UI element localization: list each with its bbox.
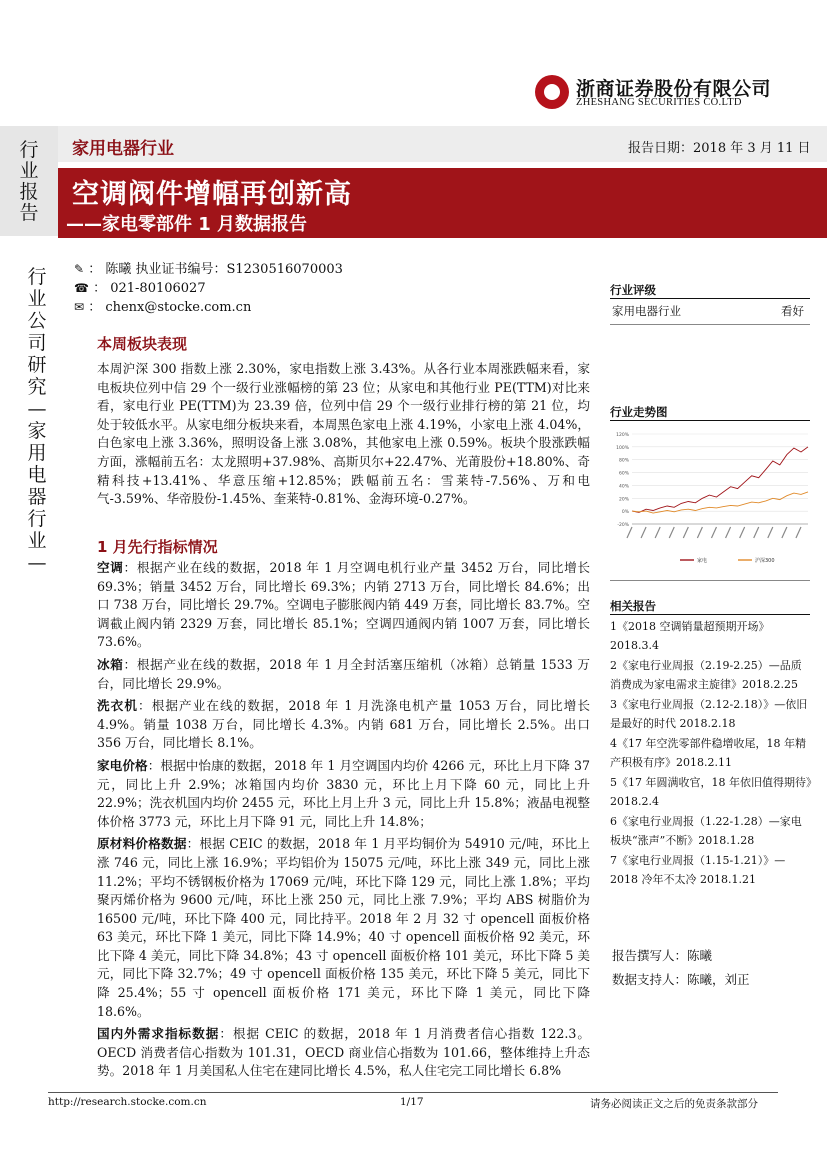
related-item[interactable]: 2《家电行业周报（2.19-2.25）—品质消费成为家电需求主旋律》2018.2.25 — [610, 659, 802, 691]
chart-y-tick-label: 100% — [616, 445, 629, 451]
email-line — [74, 296, 251, 315]
chart-y-tick-label: -20% — [617, 523, 629, 528]
phone-icon: ☎ — [74, 281, 89, 295]
chart-x-tick-label — [655, 527, 660, 538]
vertical-char: 研 — [27, 354, 47, 376]
raw-material-label: 原材料价格数据 — [97, 836, 187, 852]
rating-rule — [610, 298, 810, 299]
vertical-char: 行 — [27, 508, 47, 530]
footer-rule — [48, 1092, 778, 1093]
page-number: 1/17 — [400, 1096, 424, 1108]
chart-y-tick-label: 60% — [618, 471, 629, 477]
company-name-cn: 浙商证券股份有限公司 — [576, 78, 772, 100]
related-item[interactable]: 4《17 年空洗零部件稳增收尾，18 年精产积极有序》2018.2.11 — [610, 737, 806, 769]
report-type-char: 告 — [19, 202, 39, 224]
vertical-char: 用 — [27, 442, 47, 464]
vertical-char: 电 — [27, 464, 47, 486]
report-type-char: 业 — [19, 160, 39, 182]
email-icon: ✉ — [74, 300, 85, 314]
demand-label: 国内外需求指标数据 — [97, 1026, 220, 1042]
leading-section-title: 1 月先行指标情况 — [97, 538, 218, 556]
trend-bottom-rule — [610, 580, 810, 581]
chart-legend-label: 沪深300 — [755, 558, 775, 564]
fridge-label: 冰箱 — [97, 656, 124, 672]
raw-material-text: ：根据 CEIC 的数据，2018 年 1 月平均铜价为 54910 元/吨，环比上涨 746 元，同比上涨 16.9%；平均铝价为 15075 元/吨，环比上涨 349 元，同比上涨 11.2%；平均不锈钢板价格为 17069 元/吨，环比下降 129 元，同比上涨 1.8%；平均聚丙烯价格为 9600 元/吨，环比上涨 250 元，同比上涨 7.9%；平均 ABS 树脂价为 16500 元/吨，环比下降 400 元，同比持平。2018 年 2 月 32 寸 opencell 面板价格 63 美元，环比下降 1 美元，同比下降 14.9%；40 寸 opencell 面板价格 92 美元，环比下降 4 美元，同比下降 34.8%；43 寸 opencell 面板价格 101 美元，环比下降 5 美元，同比下降 32.7%；49 寸 opencell 面板价格 135 美元，环比下降 5 美元，同比下降 25.4%；55 寸 opencell 面板价格 171 美元，环比下降 1 美元，同比下降 18.6%。 — [97, 836, 590, 1019]
chart-x-tick-label — [768, 527, 773, 538]
vertical-char: 公 — [27, 310, 47, 332]
chart-x-tick-label — [740, 527, 745, 538]
related-heading: 相关报告 — [610, 599, 656, 613]
footer-url[interactable]: http://research.stocke.com.cn — [48, 1096, 207, 1108]
company-name-en: ZHESHANG SECURITIES CO.LTD — [576, 97, 742, 108]
chart-legend-label: 家电 — [697, 558, 708, 564]
washer-paragraph — [97, 697, 590, 753]
vertical-char: 业 — [27, 530, 47, 552]
chart-x-tick-label — [641, 527, 646, 538]
price-text: ：根据中怡康的数据，2018 年 1 月空调国内均价 4266 元，环比上月下降 37 元，同比上升 2.9%；冰箱国内均价 3830 元，环比上月下降 60 元，同比上升 22.9%；洗衣机国内均价 2455 元，环比上月上升 3 元，同比上升 15.8%；液晶电视整体价格 3773 元，环比上月下降 91 元，同比上升 14.8%； — [97, 757, 590, 829]
price-paragraph — [97, 757, 590, 831]
chart-series-line-1 — [632, 447, 808, 513]
chart-x-tick-label — [711, 527, 716, 538]
phone-line — [74, 277, 206, 296]
weekly-section-title: 本周板块表现 — [97, 335, 188, 353]
raw-material-paragraph — [97, 835, 590, 1021]
vertical-char: 业 — [27, 288, 47, 310]
chart-x-tick-label — [782, 527, 787, 538]
company-logo-icon — [535, 75, 569, 109]
chart-y-tick-label: 0% — [621, 510, 629, 516]
rating-bottom-rule — [610, 324, 810, 325]
trend-chart — [610, 426, 812, 576]
chart-x-tick-label — [669, 527, 674, 538]
ac-label: 空调 — [97, 560, 124, 575]
footer-disclaimer: 请务必阅读正文之后的免责条款部分 — [590, 1098, 758, 1110]
chart-x-tick-label — [683, 527, 688, 538]
report-type-char: 报 — [19, 181, 39, 203]
chart-series-line-2 — [632, 492, 808, 513]
report-writer: 报告撰写人：陈曦 — [612, 948, 713, 963]
report-subtitle: ——家电零部件 1 月数据报告 — [66, 214, 308, 235]
chart-x-tick-label — [754, 527, 759, 538]
trend-rule — [610, 420, 810, 421]
rating-industry: 家用电器行业 — [612, 304, 681, 318]
data-support: 数据支持人：陈曦，刘正 — [612, 972, 750, 987]
rating-heading: 行业评级 — [610, 283, 656, 297]
related-item[interactable]: 3《家电行业周报（2.12-2.18）》—依旧是最好的时代 2018.2.18 — [610, 698, 808, 730]
ac-paragraph — [97, 559, 590, 652]
analyst-line — [74, 258, 343, 277]
chart-y-tick-label: 20% — [618, 497, 629, 503]
weekly-section-body — [97, 360, 590, 513]
pencil-icon: ✎ — [74, 262, 85, 276]
email-address[interactable]: ： chenx@stocke.com.cn — [88, 300, 252, 315]
trend-heading: 行业走势图 — [610, 405, 668, 419]
related-list — [610, 617, 812, 890]
related-item[interactable]: 6《家电行业周报（1.22-1.28）—家电板块“涨声”不断》2018.1.28 — [610, 815, 802, 847]
report-type-strip — [0, 126, 58, 236]
related-item[interactable]: 5《17 年圆满收官，18 年依旧值得期待》2018.2.4 — [610, 776, 812, 808]
washer-text: ：根据产业在线的数据，2018 年 1 月洗涤电机产量 1053 万台，同比增长 4.9%。销量 1038 万台，同比增长 4.3%。内销 681 万台，同比增长 2.5%。出口 356 万台，同比增长 8.1%。 — [97, 698, 590, 751]
report-type-char: 行 — [19, 139, 39, 161]
report-date: 报告日期：2018 年 3 月 11 日 — [628, 141, 811, 156]
demand-paragraph — [97, 1025, 590, 1081]
vertical-char: 究 — [27, 376, 47, 398]
chart-y-tick-label: 80% — [618, 458, 629, 464]
vertical-char: 器 — [27, 486, 47, 508]
chart-y-tick-label: 40% — [618, 484, 629, 490]
related-rule — [610, 614, 810, 615]
vertical-char: 家 — [27, 420, 47, 442]
washer-label: 洗衣机 — [97, 698, 139, 714]
vertical-label — [22, 266, 52, 574]
chart-x-tick-label — [627, 527, 632, 538]
chart-x-tick-label — [796, 527, 801, 538]
phone-number: ： 021-80106027 — [93, 281, 206, 296]
price-label: 家电价格 — [97, 757, 148, 773]
related-item[interactable]: 1《2018 空调销量超预期开场》2018.3.4 — [610, 620, 770, 652]
vertical-char: 司 — [27, 332, 47, 354]
chart-x-tick-label — [697, 527, 702, 538]
chart-y-tick-label: 120% — [616, 433, 629, 438]
rating-value: 看好 — [781, 304, 804, 318]
fridge-text: ：根据产业在线的数据，2018 年 1 月全封活塞压缩机（冰箱）总销量 1533 万台，同比增长 29.9%。 — [97, 656, 590, 691]
vertical-char: 行 — [27, 266, 47, 288]
ac-text: ：根据产业在线的数据，2018 年 1 月空调电机行业产量 3452 万台，同比增长 69.3%；销量 3452 万台，同比增长 69.3%；内销 2713 万台，同比增长 84.6%；出口 738 万台，同比增长 29.7%。空调电子膨胀阀内销 449 万套，同比增长 83.7%。空调截止阀内销 2329 万套，同比增长 85.1%；空调四通阀内销 1007 万套，同比增长 73.6%。 — [97, 560, 590, 650]
analyst-info: ： 陈曦 执业证书编号：S1230516070003 — [88, 262, 343, 277]
related-item[interactable]: 7《家电行业周报（1.15-1.21）》—2018 冷年不太冷 2018.1.21 — [610, 854, 786, 886]
weekly-paragraph: 本周沪深 300 指数上涨 2.30%，家电指数上涨 3.43%。从各行业本周涨跌幅来看，家电板块位列中信 29 个一级行业涨幅榜的第 23 位；从家电和其他行业 PE(TTM)对比来看，家电行业 PE(TTM)为 23.39 倍，位列中信 29 个一级行业排行榜的第 21 位，均处于较低水平。从家电细分板块来看，本周黑色家电上涨 4.19%，小家电上涨 4.04%，白色家电上涨 3.36%，照明设备上涨 3.08%，其他家电上涨 0.59%。板块个股涨跌幅方面，涨幅前五名：太龙照明+37.98%、高斯贝尔+22.47%、光莆股份+18.80%、奇精科技+13.41%、华意压缩+12.85%；跌幅前五名：雪莱特-7.56%、万和电气-3.59%、华帝股份-1.45%、奎莱特-0.81%、金海环境-0.27%。 — [97, 361, 590, 507]
leading-section-body — [97, 559, 590, 1085]
demand-text: ：根据 CEIC 的数据，2018 年 1 月消费者信心指数 122.3。OECD 消费者信心指数为 101.31，OECD 商业信心指数为 101.66，整体维持上升态势。2018 年 1 月美国私人住宅在建同比增长 4.5%，私人住宅完工同比增长 6.8% — [97, 1026, 591, 1079]
fridge-paragraph — [97, 656, 590, 693]
vertical-char: — — [27, 552, 47, 574]
vertical-char: — — [27, 398, 47, 420]
industry-name: 家用电器行业 — [72, 139, 174, 159]
chart-x-tick-label — [726, 527, 731, 538]
report-title: 空调阀件增幅再创新高 — [72, 179, 352, 210]
